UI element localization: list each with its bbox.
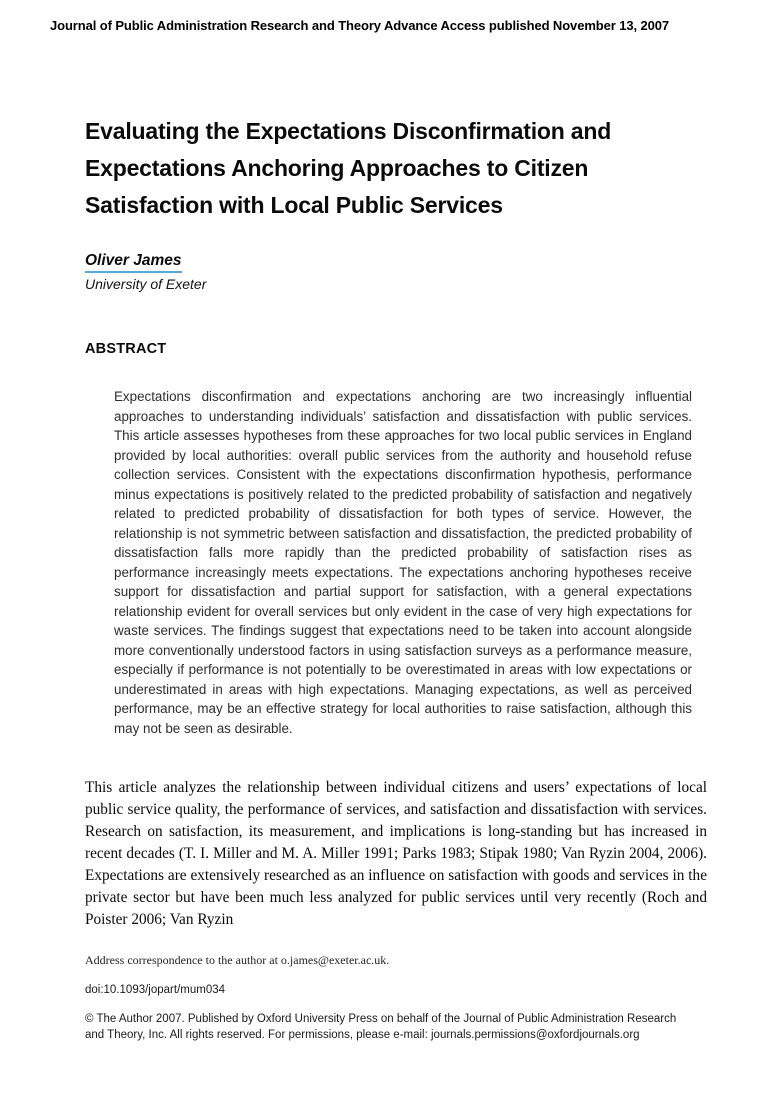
abstract-text: Expectations disconfirmation and expectations anchoring are two increasingly influential approaches to understanding individuals’ satisfaction and dissatisfaction with public services. This article assesses hypotheses from these approaches for two local public services in England provided by local authorities: overall public services from the authority and household refuse collection services. Consistent with the expectations disconfirmation hypothesis, performance minus expectations is positively related to the predicted probability of satisfaction and negatively related to predicted probability of dissatisfaction for both types of service. However, the relationship is not symmetric between satisfaction and dissatisfaction, the predicted probability of dissatisfaction falls more rapidly than the predicted probability of satisfaction rises as performance increasingly meets expectations. The expectations anchoring hypotheses receive support for dissatisfaction and partial support for satisfaction, with a general expectations relationship evident for overall services but only evident in the case of very high expectations for waste services. The findings suggest that expectations need to be taken into account alongside more conventionally understood factors in using satisfaction surveys as a performance measure, especially if performance is not potentially to be overestimated in areas with low expectations or underestimated in areas with high expectations. Managing expectations, as well as perceived performance, may be an effective strategy for local authorities to raise satisfaction, although this may not be seen as desirable. bbox=[114, 389, 692, 736]
correspondence-note: Address correspondence to the author at o.james@exeter.ac.uk. bbox=[85, 953, 390, 967]
copyright-notice: © The Author 2007. Published by Oxford University Press on behalf of the Journal of Public Administration Research and Theory, Inc. All rights reserved. For permissions, please e-mail: journals.permissions@oxfordjournals.org bbox=[85, 1013, 677, 1041]
author-block bbox=[85, 252, 206, 292]
abstract-heading: ABSTRACT bbox=[85, 341, 167, 357]
author-name-link[interactable]: Oliver James bbox=[85, 252, 182, 273]
doi-text: doi:10.1093/jopart/mum034 bbox=[85, 984, 226, 996]
advance-access-header: Journal of Public Administration Research and Theory Advance Access published November 13, 2007 bbox=[50, 18, 670, 33]
body-paragraph: This article analyzes the relationship between individual citizens and users’ expectations of local public service quality, the performance of services, and satisfaction and dissatisfaction with services. Research on satisfaction, its measurement, and implications is long-standing but has increased in recent decades (T. I. Miller and M. A. Miller 1991; Parks 1983; Stipak 1980; Van Ryzin 2004, 2006). Expectations are extensively researched as an influence on satisfaction with goods and services in the private sector but have been much less analyzed for public services until very recently (Roch and Poister 2006; Van Ryzin bbox=[85, 779, 707, 928]
paper-title: Evaluating the Expectations Disconfirmation and Expectations Anchoring Approaches to Citizen Satisfaction with Local Public Services bbox=[85, 118, 612, 219]
author-affiliation: University of Exeter bbox=[85, 276, 207, 292]
